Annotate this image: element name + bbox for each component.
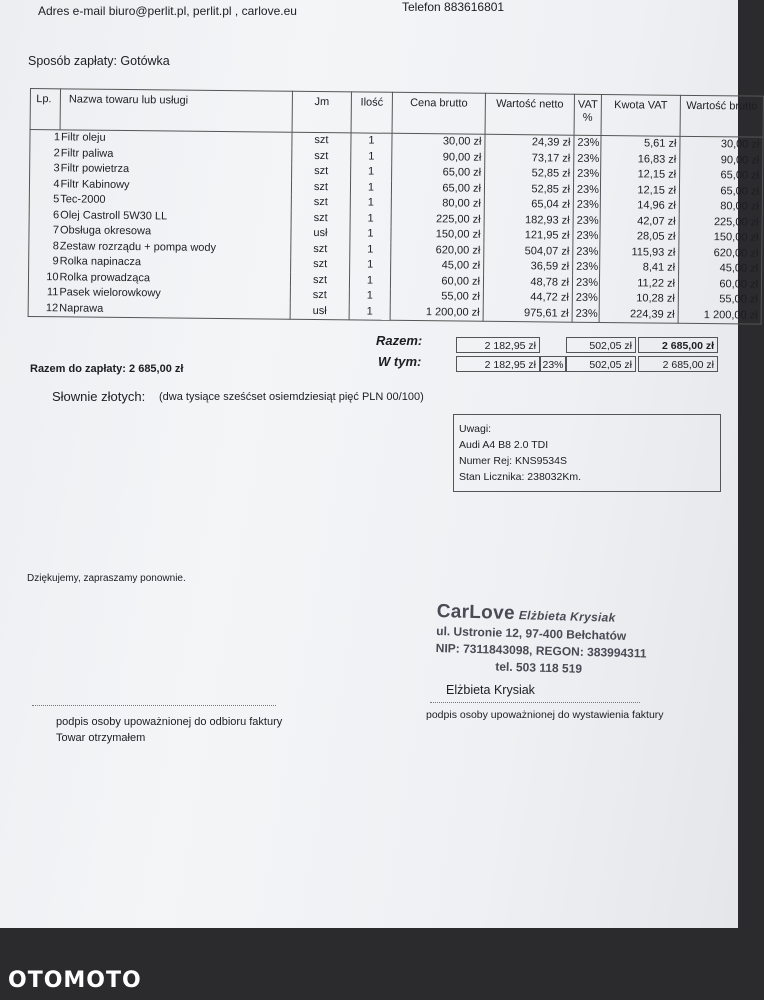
row-lp: 3	[30, 161, 60, 177]
row-lp: 5	[29, 192, 59, 208]
row-name: Zestaw rozrządu + pompa wody	[59, 239, 291, 257]
row-price-gross: 30,00 zł	[392, 133, 485, 150]
row-qty: 1	[349, 304, 390, 320]
amount-in-words: (dwa tysiące sześćset osiemdziesiąt pięć PLN 00/100)	[159, 391, 424, 403]
invoice-items-table	[28, 88, 764, 325]
row-unit: szt	[290, 288, 349, 304]
row-name: Tec-2000	[59, 192, 291, 210]
row-gross-value: 45,00 zł	[679, 261, 762, 277]
row-lp: 4	[29, 177, 59, 193]
row-net-value: 48,78 zł	[483, 274, 572, 290]
row-price-gross: 45,00 zł	[391, 258, 484, 274]
notes-registration: Numer Rej: KNS9534S	[459, 455, 567, 467]
amount-in-words-label: Słownie złotych:	[52, 389, 146, 404]
row-gross-value: 60,00 zł	[678, 276, 761, 292]
row-net-value: 73,17 zł	[485, 150, 574, 166]
totals-gross: 2 685,00 zł	[638, 337, 718, 353]
row-lp: 12	[28, 300, 58, 316]
stamp-brand: CarLove Elżbieta Krysiak	[436, 601, 616, 625]
row-lp: 1	[30, 130, 60, 146]
row-unit: szt	[292, 164, 351, 180]
issuer-name: Elżbieta Krysiak	[446, 683, 535, 697]
row-qty: 1	[349, 273, 390, 289]
row-name: Filtr powietrza	[60, 161, 292, 179]
breakdown-label: W tym:	[378, 354, 422, 369]
receiver-signature-line	[32, 705, 276, 706]
row-vat-amount: 42,07 zł	[600, 213, 679, 229]
header-net-value: Wartość netto	[485, 93, 574, 135]
row-vat-amount: 11,22 zł	[599, 275, 678, 291]
row-price-gross: 60,00 zł	[390, 273, 483, 289]
header-gross-value: Wartość brutto	[680, 95, 763, 137]
row-qty: 1	[350, 195, 391, 211]
row-qty: 1	[351, 149, 392, 165]
row-vat-rate: 23%	[573, 244, 600, 260]
row-net-value: 504,07 zł	[484, 243, 573, 259]
totals-net: 2 182,95 zł	[456, 337, 540, 353]
row-unit: szt	[292, 148, 351, 164]
row-qty: 1	[351, 164, 392, 180]
row-gross-value: 225,00 zł	[679, 214, 762, 230]
row-name: Rolka napinacza	[59, 254, 291, 272]
row-gross-value: 620,00 zł	[679, 245, 762, 261]
row-lp: 2	[30, 146, 60, 162]
row-vat-amount: 10,28 zł	[599, 291, 678, 307]
row-lp: 7	[29, 223, 59, 239]
row-net-value: 52,85 zł	[484, 181, 573, 197]
payment-method: Sposób zapłaty: Gotówka	[28, 54, 170, 68]
row-vat-amount: 8,41 zł	[600, 260, 679, 276]
stamp-address: ul. Ustronie 12, 97-400 Bełchatów	[436, 623, 627, 643]
row-vat-amount: 12,15 zł	[601, 167, 680, 183]
row-unit: usł	[291, 226, 350, 242]
otomoto-watermark: OTOMOTO	[8, 968, 142, 993]
row-vat-amount: 28,05 zł	[600, 229, 679, 245]
row-name: Rolka prowadząca	[58, 270, 290, 288]
row-gross-value: 30,00 zł	[680, 136, 763, 153]
breakdown-vat-amount: 502,05 zł	[566, 356, 636, 372]
row-qty: 1	[351, 133, 392, 149]
amount-to-pay: Razem do zapłaty: 2 685,00 zł	[30, 363, 184, 375]
row-lp: 9	[29, 254, 59, 270]
receiver-signature-caption: podpis osoby upoważnionej do odbioru faktury	[56, 716, 283, 728]
row-vat-rate: 23%	[574, 151, 601, 167]
row-net-value: 975,61 zł	[483, 305, 572, 322]
breakdown-gross: 2 685,00 zł	[638, 356, 718, 372]
row-unit: szt	[290, 272, 349, 288]
row-vat-rate: 23%	[573, 260, 600, 276]
row-net-value: 182,93 zł	[484, 212, 573, 228]
totals-vat-amount: 502,05 zł	[566, 337, 636, 353]
header-vat-rate: VAT %	[574, 94, 601, 135]
row-qty: 1	[349, 288, 390, 304]
row-net-value: 36,59 zł	[484, 259, 573, 275]
company-phone-line: Telefon 883616801	[402, 0, 505, 14]
header-qty: Ilość	[351, 92, 392, 133]
row-gross-value: 65,00 zł	[680, 168, 763, 184]
row-lp: 11	[28, 285, 58, 301]
row-net-value: 121,95 zł	[484, 228, 573, 244]
header-lp: Lp.	[30, 89, 60, 130]
row-vat-amount: 115,93 zł	[600, 244, 679, 260]
row-name: Filtr oleju	[60, 130, 292, 148]
row-lp: 8	[29, 238, 59, 254]
notes-odometer: Stan Licznika: 238032Km.	[459, 471, 581, 483]
row-name: Pasek wielorowkowy	[58, 285, 290, 303]
thank-you-note: Dziękujemy, zapraszamy ponownie.	[27, 573, 186, 584]
row-gross-value: 90,00 zł	[680, 152, 763, 168]
stamp-owner: Elżbieta Krysiak	[518, 608, 616, 625]
row-price-gross: 90,00 zł	[392, 149, 485, 165]
row-price-gross: 1 200,00 zł	[390, 304, 483, 321]
header-jm: Jm	[292, 91, 351, 133]
row-price-gross: 150,00 zł	[391, 227, 484, 243]
row-name: Naprawa	[58, 301, 290, 319]
row-name: Obsługa okresowa	[59, 223, 291, 241]
notes-title: Uwagi:	[459, 423, 492, 435]
row-vat-rate: 23%	[572, 291, 599, 307]
row-qty: 1	[350, 257, 391, 273]
row-vat-amount: 12,15 zł	[600, 182, 679, 198]
row-net-value: 65,04 zł	[484, 197, 573, 213]
breakdown-vat-rate: 23%	[540, 356, 566, 372]
row-unit: szt	[292, 132, 351, 149]
row-gross-value: 150,00 zł	[679, 230, 762, 246]
row-unit: szt	[291, 195, 350, 211]
issuer-signature-line	[430, 702, 640, 703]
issuer-signature-caption: podpis osoby upoważnionej do wystawienia faktury	[426, 709, 664, 721]
row-unit: szt	[291, 241, 350, 257]
row-price-gross: 55,00 zł	[390, 289, 483, 305]
row-price-gross: 620,00 zł	[391, 242, 484, 258]
row-vat-rate: 23%	[573, 229, 600, 245]
header-price-gross: Cena brutto	[392, 92, 485, 134]
row-lp: 10	[28, 269, 58, 285]
row-vat-amount: 224,39 zł	[599, 306, 678, 323]
stamp-phone: tel. 503 118 519	[495, 659, 583, 676]
notes-car: Audi A4 B8 2.0 TDI	[459, 439, 549, 451]
row-vat-amount: 14,96 zł	[600, 198, 679, 214]
totals-label: Razem:	[376, 333, 423, 348]
row-vat-rate: 23%	[573, 198, 600, 214]
row-gross-value: 65,00 zł	[679, 183, 762, 199]
row-price-gross: 65,00 zł	[392, 165, 485, 181]
row-qty: 1	[350, 180, 391, 196]
row-name: Filtr paliwa	[60, 146, 292, 164]
row-gross-value: 1 200,00 zł	[678, 307, 761, 324]
company-stamp	[435, 601, 648, 679]
row-net-value: 52,85 zł	[485, 166, 574, 182]
breakdown-net: 2 182,95 zł	[456, 356, 540, 372]
row-vat-rate: 23%	[572, 275, 599, 291]
row-price-gross: 225,00 zł	[391, 211, 484, 227]
row-qty: 1	[350, 242, 391, 258]
row-unit: szt	[291, 179, 350, 195]
row-vat-amount: 16,83 zł	[601, 151, 680, 167]
notes-box	[453, 414, 721, 492]
row-net-value: 44,72 zł	[483, 290, 572, 306]
row-price-gross: 65,00 zł	[391, 180, 484, 196]
row-price-gross: 80,00 zł	[391, 196, 484, 212]
row-vat-rate: 23%	[574, 135, 601, 151]
row-vat-amount: 5,61 zł	[601, 135, 680, 152]
goods-received-note: Towar otrzymałem	[56, 732, 146, 744]
row-net-value: 24,39 zł	[485, 134, 574, 151]
stamp-ids: NIP: 7311843098, REGON: 383994311	[435, 640, 647, 661]
header-vat-amount: Kwota VAT	[601, 94, 680, 136]
row-gross-value: 80,00 zł	[679, 199, 762, 215]
company-contact-line: Adres e-mail biuro@perlit.pl, perlit.pl , carlove.eu	[38, 4, 297, 18]
row-unit: szt	[291, 257, 350, 273]
row-vat-rate: 23%	[572, 306, 599, 322]
row-name: Olej Castroll 5W30 LL	[59, 208, 291, 226]
row-gross-value: 55,00 zł	[678, 292, 761, 308]
row-vat-rate: 23%	[574, 167, 601, 183]
row-unit: usł	[290, 303, 349, 320]
row-qty: 1	[350, 226, 391, 242]
row-lp: 6	[29, 207, 59, 223]
row-vat-rate: 23%	[573, 182, 600, 198]
row-unit: szt	[291, 210, 350, 226]
row-name: Filtr Kabinowy	[59, 177, 291, 195]
row-qty: 1	[350, 211, 391, 227]
header-name: Nazwa towaru lub usługi	[60, 89, 292, 132]
row-vat-rate: 23%	[573, 213, 600, 229]
